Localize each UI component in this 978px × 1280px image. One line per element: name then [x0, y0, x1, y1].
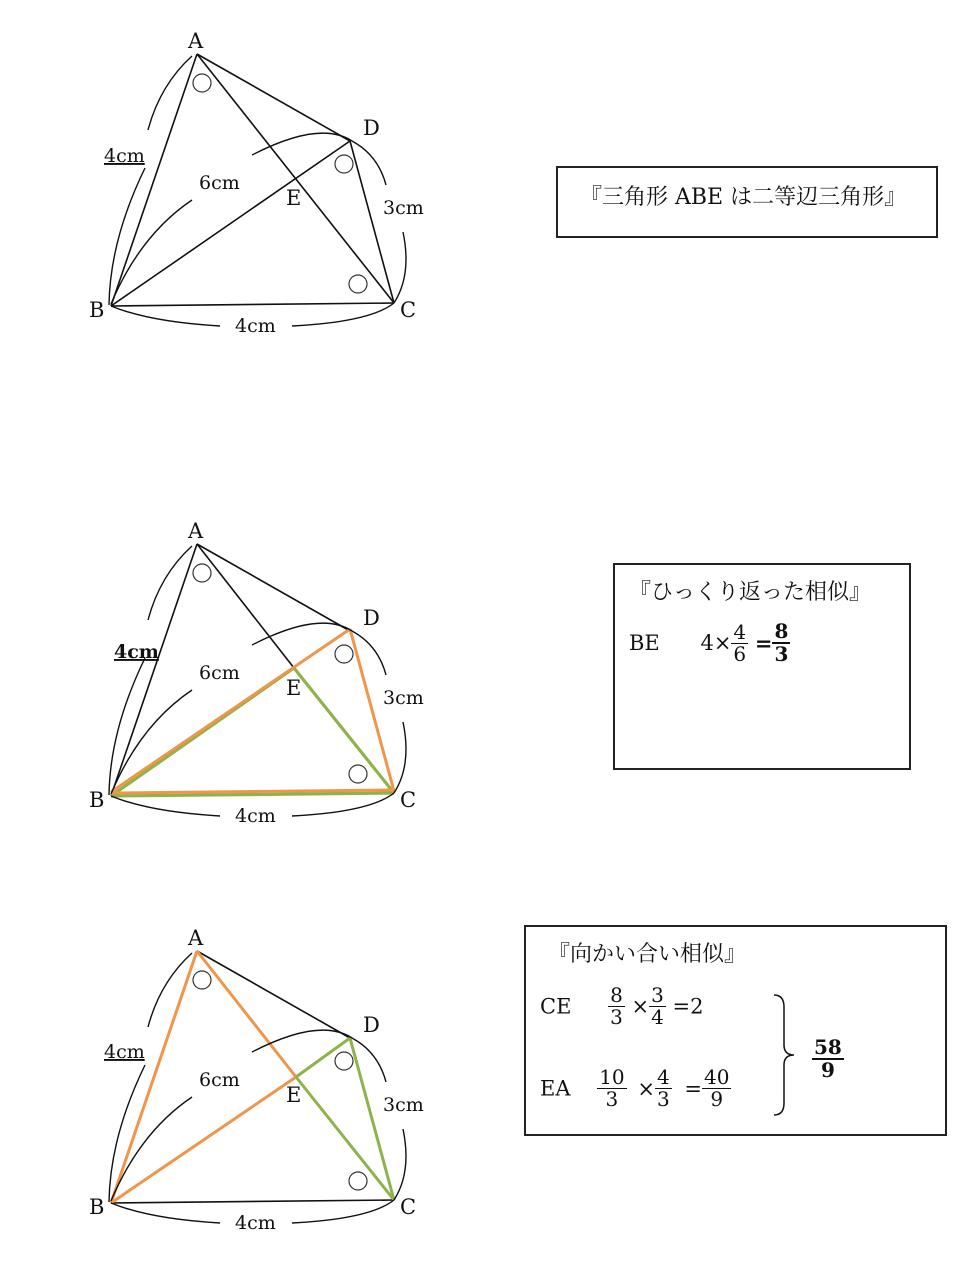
- be-label: BE: [629, 631, 660, 655]
- label-c: C: [400, 788, 417, 812]
- be-result: [772, 621, 790, 665]
- segment-ad: [197, 951, 350, 1038]
- ea-calculation: [540, 1067, 731, 1110]
- box-facing-similar-title: 『向かい合い相似』: [548, 942, 747, 967]
- length-dc: 3cm: [383, 197, 424, 219]
- angle-mark-c: [349, 765, 367, 783]
- figure-2: [0, 490, 520, 850]
- arc-bc-right: [292, 303, 394, 326]
- label-b: B: [89, 788, 105, 812]
- arc-bc-right: [292, 793, 394, 816]
- angle-mark-c: [349, 275, 367, 293]
- label-e: E: [286, 676, 302, 700]
- arc-bd-lower: [111, 690, 192, 794]
- arc-bd-lower: [111, 200, 192, 304]
- segment-ad: [197, 544, 350, 631]
- angle-mark-d: [335, 155, 353, 173]
- length-bd: 6cm: [199, 172, 240, 194]
- box-flipped-similar-title: 『ひっくり返った相似』: [629, 580, 872, 605]
- ea-times: ×: [637, 1076, 655, 1101]
- box-isosceles-title: 『三角形 ABE は二等辺三角形』: [580, 185, 907, 210]
- segment-ae: [197, 544, 294, 668]
- arc-dc-lower: [394, 1129, 406, 1200]
- arc-bc-left: [111, 306, 220, 326]
- figure-1: [0, 0, 520, 360]
- be-f1-den: 6: [733, 641, 747, 666]
- angle-mark-d: [335, 1052, 353, 1070]
- length-bc: 4cm: [235, 805, 276, 827]
- arc-bc-left: [111, 1203, 220, 1223]
- be-calculation: [629, 621, 790, 665]
- total-result: [812, 1037, 844, 1081]
- be-factor: 4×: [700, 631, 732, 655]
- figure-3: [0, 897, 520, 1257]
- arc-ab-lower: [109, 168, 145, 305]
- ea-fraction-2: [655, 1067, 672, 1110]
- label-e: E: [286, 186, 302, 210]
- ce-f2-den: 4: [651, 1005, 664, 1029]
- angle-mark-c: [349, 1172, 367, 1190]
- arc-bc-right: [292, 1200, 394, 1223]
- label-d: D: [363, 1013, 380, 1037]
- segment-bd: [111, 141, 350, 306]
- green-ed: [296, 1038, 350, 1077]
- total-den: 9: [820, 1058, 835, 1082]
- ce-fraction-1: [608, 985, 625, 1028]
- be-eq: =: [754, 630, 773, 656]
- segment-ad: [197, 54, 350, 141]
- arc-ab-upper: [148, 953, 192, 1027]
- length-bd: 6cm: [199, 1069, 240, 1091]
- label-a: A: [188, 29, 204, 53]
- box-facing-similar: [524, 925, 947, 1136]
- label-e: E: [286, 1083, 302, 1107]
- ce-calculation: [540, 985, 704, 1028]
- length-ab: 4cm: [104, 145, 145, 167]
- segment-bc: [111, 303, 394, 306]
- green-dc: [350, 1038, 394, 1200]
- ea-r-den: 9: [710, 1087, 724, 1111]
- ea-f1-den: 3: [605, 1087, 619, 1111]
- orange-ae: [197, 951, 296, 1077]
- orange-be: [111, 1077, 296, 1203]
- segment-dc: [350, 141, 394, 303]
- be-r-den: 3: [774, 642, 789, 666]
- label-a: A: [188, 519, 204, 543]
- arc-bd-lower: [111, 1097, 192, 1201]
- length-bc: 4cm: [235, 1212, 276, 1234]
- ea-label: EA: [540, 1076, 571, 1101]
- label-c: C: [400, 298, 417, 322]
- ce-f2-num: 3: [651, 983, 664, 1007]
- arc-dc-lower: [394, 232, 406, 303]
- arc-ab-upper: [148, 56, 192, 130]
- arc-ab-lower: [109, 1065, 145, 1202]
- ce-label: CE: [540, 994, 572, 1019]
- ea-fraction-1: [597, 1067, 626, 1110]
- ea-result: [702, 1067, 731, 1110]
- be-fraction-1: [731, 619, 748, 666]
- ea-f2-den: 3: [656, 1087, 670, 1111]
- ce-fraction-2: [649, 985, 666, 1028]
- orange-ab: [111, 951, 197, 1203]
- label-b: B: [89, 1195, 105, 1219]
- ce-f1-num: 8: [610, 983, 623, 1007]
- right-brace-icon: [770, 993, 800, 1117]
- length-ab: 4cm: [114, 641, 159, 663]
- angle-mark-a: [193, 564, 211, 582]
- length-bc: 4cm: [235, 315, 276, 337]
- segment-ab: [111, 54, 197, 306]
- ea-f1-num: 10: [599, 1065, 625, 1089]
- box-isosceles: [556, 166, 938, 238]
- arc-ab-upper: [148, 546, 192, 620]
- ce-result: =2: [672, 994, 704, 1019]
- angle-mark-d: [335, 645, 353, 663]
- label-d: D: [363, 606, 380, 630]
- arc-dc-lower: [394, 722, 406, 793]
- ce-times: ×: [631, 994, 650, 1019]
- label-c: C: [400, 1195, 417, 1219]
- ea-f2-num: 4: [656, 1065, 670, 1089]
- ea-eq: =: [684, 1076, 702, 1101]
- ea-r-num: 40: [703, 1065, 730, 1089]
- segment-bc: [111, 1200, 394, 1203]
- angle-mark-a: [193, 74, 211, 92]
- label-b: B: [89, 298, 105, 322]
- label-a: A: [188, 926, 204, 950]
- length-dc: 3cm: [383, 687, 424, 709]
- length-bd: 6cm: [199, 662, 240, 684]
- segment-ab: [111, 544, 197, 796]
- length-dc: 3cm: [383, 1094, 424, 1116]
- green-ec: [296, 1077, 394, 1200]
- length-ab: 4cm: [104, 1041, 145, 1063]
- box-flipped-similar: [613, 563, 911, 770]
- total-fraction: [812, 1037, 844, 1081]
- be-f1-num: 4: [733, 619, 747, 644]
- arc-dc-upper: [352, 141, 386, 185]
- label-d: D: [363, 116, 380, 140]
- angle-mark-a: [193, 971, 211, 989]
- arc-bd-upper: [252, 133, 352, 155]
- ce-f1-den: 3: [610, 1005, 623, 1029]
- total-num: 58: [814, 1035, 842, 1059]
- arc-bc-left: [111, 796, 220, 816]
- be-r-num: 8: [774, 619, 789, 643]
